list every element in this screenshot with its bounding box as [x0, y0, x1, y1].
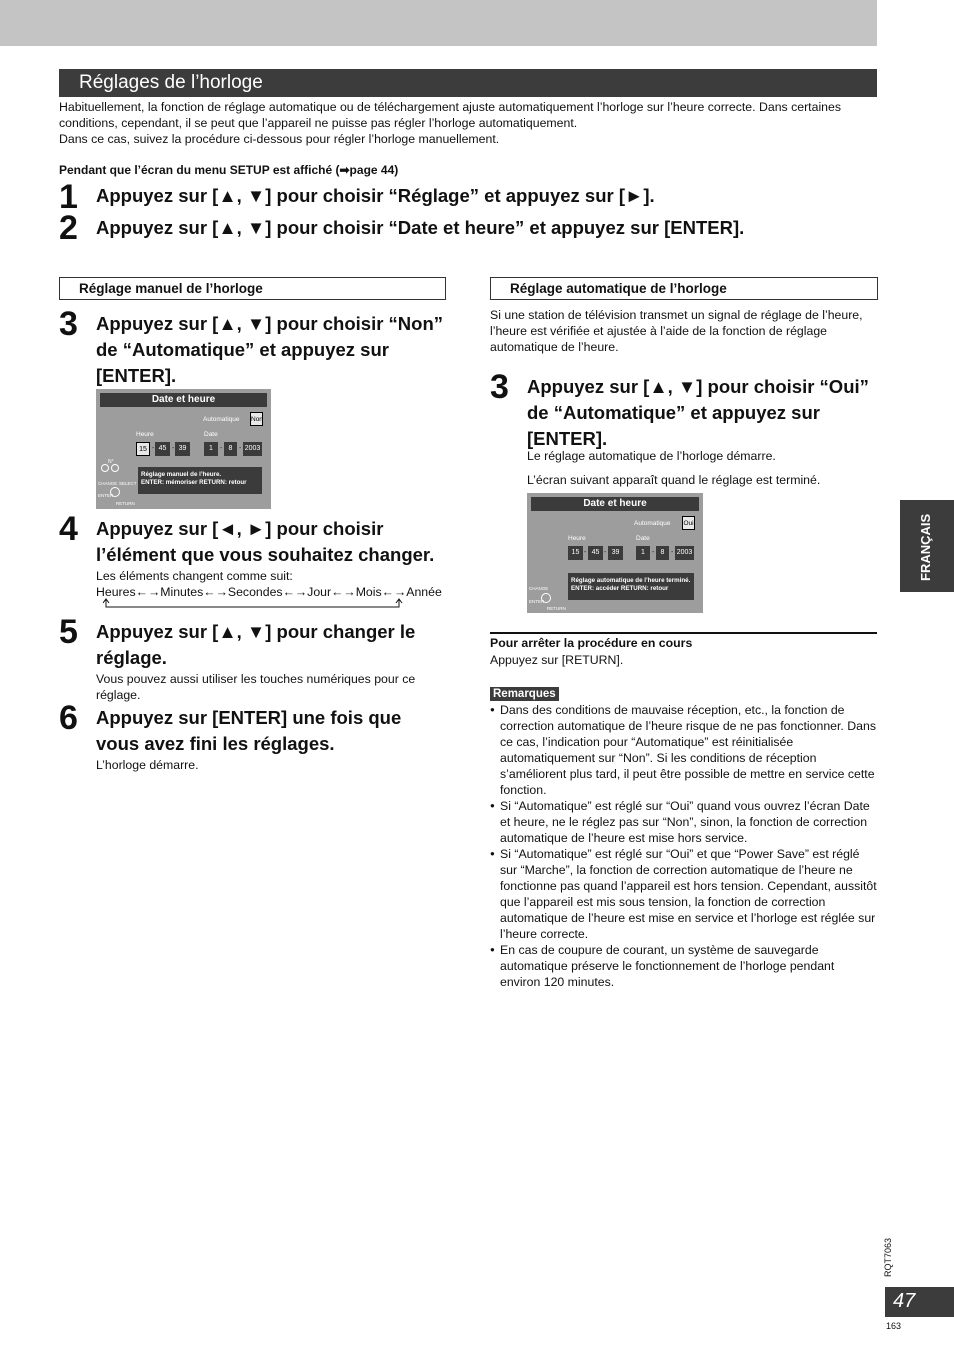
message-line-1: Réglage automatique de l’heure terminé. — [571, 577, 691, 584]
second-value: 39 — [608, 546, 623, 560]
auto-label: Automatique — [634, 520, 671, 527]
screen-manual: Date et heure Automatique Non Heure Date 15 - 45 - 39 1 - 8 - 2003 N° Réglage manuel de l’heure. ENTER: mémoriser RETURN: retour CHANGE SELECT ENTER RETURN — [96, 389, 271, 509]
step-2-text: Appuyez sur [▲, ▼] pour choisir “Date et heure” et appuyez sur [ENTER]. — [96, 217, 745, 238]
cycle-return-arrow — [103, 598, 403, 610]
screen-message — [568, 573, 694, 600]
notes-label: Remarques — [490, 687, 559, 701]
month-value: 8 — [224, 442, 237, 456]
screen-title: Date et heure — [531, 497, 699, 511]
message-line-1: Réglage manuel de l’heure. — [141, 471, 222, 478]
intro-text — [59, 99, 877, 147]
left-step-4-sub: Les éléments changent comme suit: — [96, 569, 293, 583]
note-item: ● Si “Automatique” est réglé sur “Oui” et que “Power Save” est réglé sur “Marche”, la fonction de correction automatique de l’heure ne fonctionne pas quand l’appareil est hors tension. Cependant, aussitôt que l’appareil est mis sous tension, la fonction de correction automatique de l’heure est mise en service et l’horloge est réglée sur l’heure correcte. — [490, 846, 878, 942]
left-step-5-text: Appuyez sur [▲, ▼] pour changer le réglage. — [96, 621, 416, 668]
right-step-3-text: Appuyez sur [▲, ▼] pour choisir “Oui” de “Automatique” et appuyez sur [ENTER]. — [527, 376, 869, 449]
note-item: ● Si “Automatique” est réglé sur “Oui” quand vous ouvrez l’écran Date et heure, ne le réglez pas sur “Non”, sinon, la fonction de correction automatique de l’heure est mise hors service. — [490, 798, 878, 846]
number-key-icon — [101, 464, 109, 472]
document-code: RQT7063 — [883, 1237, 893, 1277]
second-value: 39 — [175, 442, 190, 456]
note-item: ● En cas de coupure de courant, un système de sauvegarde automatique préserve le fonctionnement de l’horloge pendant environ 120 minutes. — [490, 942, 878, 990]
section-header — [59, 69, 877, 97]
small-page-number: 163 — [886, 1321, 902, 1331]
divider — [490, 632, 877, 634]
hour-value: 15 — [568, 546, 583, 560]
step-1-text: Appuyez sur [▲, ▼] pour choisir “Réglage” et appuyez sur [►]. — [96, 185, 655, 206]
day-value: 1 — [636, 546, 650, 560]
date-label: Date — [204, 431, 218, 438]
heure-label: Heure — [568, 535, 586, 542]
left-step-6-text: Appuyez sur [ENTER] une fois que vous avez fini les réglages. — [96, 707, 402, 754]
auto-value: Non — [250, 412, 263, 426]
enter-label: ENTER — [529, 599, 545, 604]
enter-label: ENTER — [98, 493, 114, 498]
left-step-4-number: 4 — [59, 510, 78, 548]
minute-value: 45 — [155, 442, 170, 456]
left-step-4-cycle: Heures←→Minutes←→Secondes←→Jour←→Mois←→Année — [96, 585, 442, 599]
heure-label: Heure — [136, 431, 154, 438]
year-value: 2003 — [243, 442, 262, 456]
page-number-box — [885, 1287, 954, 1317]
change-label: CHANGE — [529, 586, 549, 591]
left-step-6-sub: L’horloge démarre. — [96, 758, 199, 772]
section-title: Réglages de l’horloge — [79, 72, 263, 93]
auto-value: Oui — [682, 516, 695, 530]
right-step-3-sub2: L’écran suivant apparaît quand le réglage est terminé. — [527, 473, 821, 487]
message-line-2: ENTER: accéder RETURN: retour — [571, 584, 669, 592]
language-tab — [900, 500, 954, 592]
number-key-icon — [111, 464, 119, 472]
auto-intro: Si une station de télévision transmet un signal de réglage de l’heure, l’heure est vérifiée et ajustée à l’aide de la fonction de réglage automatique de l’heure. — [490, 308, 863, 354]
right-step-3-sub1: Le réglage automatique de l’horloge démarre. — [527, 449, 776, 463]
message-line-2: ENTER: mémoriser RETURN: retour — [141, 478, 247, 486]
intro-paragraph-2: Dans ce cas, suivez la procédure ci-dessous pour régler l’horloge manuellement. — [59, 132, 500, 146]
hour-value: 15 — [136, 442, 150, 456]
left-step-4-text: Appuyez sur [◄, ►] pour choisir l’élément que vous souhaitez changer. — [96, 518, 435, 565]
left-step-3-text: Appuyez sur [▲, ▼] pour choisir “Non” de “Automatique” et appuyez sur [ENTER]. — [96, 313, 444, 386]
change-label: CHANGE — [98, 481, 118, 486]
intro-paragraph-1: Habituellement, la fonction de réglage automatique ou de téléchargement ajuste automatiquement l’horloge sur l’heure correcte. Dans certaines conditions, cependant, il se peut que l’appareil ne puisse pas régler l’horloge automatiquement. — [59, 100, 841, 130]
select-label: SELECT — [119, 481, 137, 486]
date-label: Date — [636, 535, 650, 542]
stop-text: Appuyez sur [RETURN]. — [490, 653, 624, 667]
stop-title: Pour arrêter la procédure en cours — [490, 636, 693, 650]
left-step-5-sub: Vous pouvez aussi utiliser les touches numériques pour ce réglage. — [96, 672, 416, 702]
prelude-text: Pendant que l’écran du menu SETUP est affiché (➡page 44) — [59, 163, 399, 177]
step-1-number: 1 — [59, 178, 78, 216]
page-number: 47 — [893, 1290, 916, 1312]
month-value: 8 — [656, 546, 669, 560]
screen-auto: Date et heure Automatique Oui Heure Date 15 - 45 - 39 1 - 8 - 2003 Réglage automatique de l’heure terminé. ENTER: accéder RETURN: retour CHANGE ENTER RETURN — [527, 493, 703, 613]
day-value: 1 — [204, 442, 218, 456]
left-step-3-number: 3 — [59, 305, 78, 343]
manual-box-title: Réglage manuel de l’horloge — [59, 277, 446, 300]
return-label: RETURN — [116, 501, 135, 506]
left-step-5-number: 5 — [59, 613, 78, 651]
header-band — [0, 0, 877, 46]
return-label: RETURN — [547, 606, 566, 611]
right-step-3-number: 3 — [490, 368, 509, 406]
notes-list — [490, 702, 878, 990]
left-step-6-number: 6 — [59, 699, 78, 737]
note-item: ● Dans des conditions de mauvaise réception, etc., la fonction de correction automatique de l’heure risque de ne pas fonctionner. Dans ce cas, l’indication pour “Automatique” est réinitialisée automatiquement sur “Non”. Si les conditions de réception s’améliorent plus tard, il peut être possible de mettre en service cette fonction. — [490, 702, 878, 798]
no-label: N° — [108, 459, 114, 465]
auto-box-title: Réglage automatique de l’horloge — [490, 277, 878, 300]
language-tab-label: FRANÇAIS — [918, 513, 933, 581]
minute-value: 45 — [588, 546, 603, 560]
year-value: 2003 — [675, 546, 694, 560]
screen-title: Date et heure — [100, 393, 267, 407]
auto-label: Automatique — [203, 416, 240, 423]
step-2-number: 2 — [59, 209, 78, 247]
screen-message — [138, 467, 262, 494]
